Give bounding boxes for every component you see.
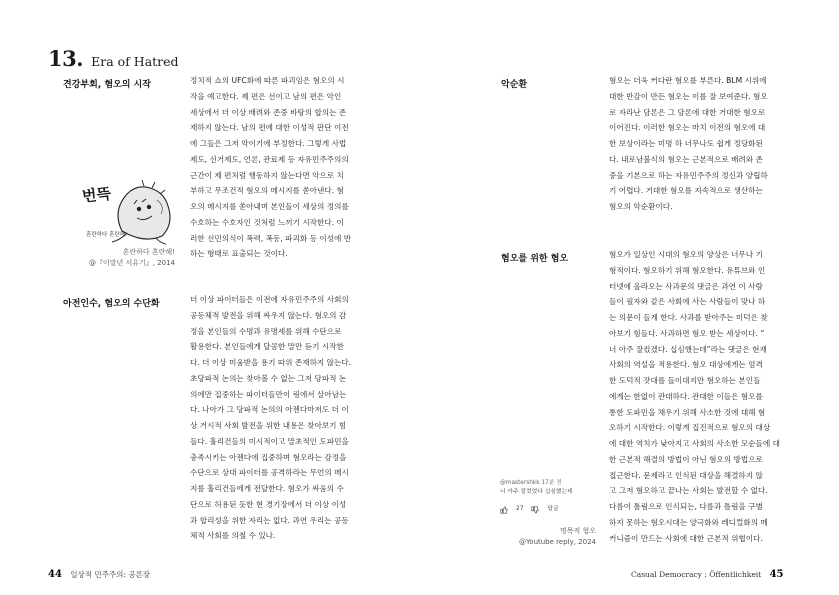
text-line: 작을 예고한다. 제 편은 선이고 남의 편은 악인 xyxy=(190,91,342,101)
text-line: 오의 메시지를 쏟아내며 본인들이 세상의 정의를 xyxy=(190,202,349,211)
text-line: 에 대한 역치가 낮아지고 사회의 사소한 모순들에 대 xyxy=(609,439,780,448)
cartoon-caption-line-1: 혼란하다 혼란해! xyxy=(122,248,175,256)
footer-left xyxy=(48,569,150,580)
text-line: 수호하는 수호자인 것처럼 느끼기 시작한다. 이 xyxy=(190,217,344,227)
section-heading-3: 악순환 xyxy=(501,80,528,90)
text-line: 아보기 힘들다. 사과하면 혐오 받는 세상이다. “ xyxy=(609,328,765,338)
section-body-3 xyxy=(609,73,792,215)
text-line: 들이 필자와 같은 사회에 사는 사람들이 맞나 하 xyxy=(609,297,766,307)
text-line: 단으로 허용된 듯한 현 경기장에서 더 이상 이성 xyxy=(190,499,347,509)
comment-user: @mastershkk 17분 전 xyxy=(500,480,562,486)
text-line: 제도, 선거제도, 언론, 관료제 등 자유민주주의의 xyxy=(190,154,349,164)
thumbs-up-icon xyxy=(500,506,508,514)
text-line: 다. 나아가 그 당파적 논의의 아젠다마저도 더 이 xyxy=(190,405,349,415)
text-line: 한 도덕적 잣대를 들이대지만 혐오하는 본인들 xyxy=(609,376,761,385)
text-line: 고 그저 혐오하고 끝나는 사회는 발전할 수 없다. xyxy=(609,486,768,496)
text-line: 부하고 무조건적 혐오의 메시지를 쏟아낸다. 혐 xyxy=(190,186,344,196)
page-number-right: 45 xyxy=(769,569,784,580)
cartoon-bubble-text: 혼란하다 혼란해! xyxy=(86,232,128,238)
text-line: 혐오는 더욱 커다란 혐오를 부른다. BLM 시위에 xyxy=(609,76,767,85)
text-line: 의에만 집중하는 파이터들만이 링에서 살아남는 xyxy=(190,389,347,399)
text-line: 혐오의 악순환이다. xyxy=(609,202,673,211)
text-line: 근간이 제 편처럼 행동하지 않는다면 악으로 치 xyxy=(190,170,344,180)
text-line: 하는 형태로 표출되는 것이다. xyxy=(190,249,288,259)
thumbs-down-icon xyxy=(531,506,539,514)
section-body-1 xyxy=(190,73,383,262)
text-line: 오하기 시작한다. 이렇게 집진적으로 혐오의 대상 xyxy=(609,423,771,433)
comment-caption xyxy=(500,526,596,548)
text-line: 재하지 않는다. 남의 편에 대한 이성적 판단 이전 xyxy=(190,123,349,133)
footer-right xyxy=(631,569,784,580)
text-line: 대한 반감이 만든 혐오는 이를 잘 보여준다. 혐오 xyxy=(609,91,768,101)
text-line: 활용한다. 본인들에게 달콤한 말만 듣기 시작한 xyxy=(190,342,344,352)
text-line: 더 이상 파이터들은 이전에 자유민주주의 사회의 xyxy=(190,295,349,304)
text-line: 들다. 훌리건들의 미시적이고 말초적인 도파민을 xyxy=(190,436,349,446)
section-body-2 xyxy=(190,292,383,544)
cartoon-illustration xyxy=(82,176,182,246)
text-line: 수단으로 상대 파이터를 공격하라는 무언의 메시 xyxy=(190,468,349,478)
footer-label-right: Casual Democracy : Öffentlichkeit xyxy=(631,570,762,579)
footer-label-left: 일상적 민주주의: 공론장 xyxy=(70,570,151,579)
text-line: 지를 훌리건들에게 전달한다. 혐오가 싸움의 수 xyxy=(190,484,344,493)
text-line: 는 의문이 들게 한다. 사과를 받아주는 미덕은 찾 xyxy=(609,313,768,322)
text-line: 정치적 쇼의 UFC화에 따른 파괴임은 혐오의 시 xyxy=(190,76,345,85)
text-line: 다. 내로남불식의 혐오는 근본적으로 배려와 존 xyxy=(609,154,763,164)
text-line: 혐오가 일상인 시대의 혐오의 양상은 너무나 기 xyxy=(609,250,763,259)
text-line: 중을 기본으로 하는 자유민주주의 정신과 양립하 xyxy=(609,170,768,180)
text-line: 공동체적 발전을 위해 싸우지 않는다. 혐오의 감 xyxy=(190,310,347,320)
text-line: 충족시키는 아젠다에 집중하며 혐오라는 감정을 xyxy=(190,452,347,462)
text-line: 터넷에 올라오는 사과문의 댓글은 과연 이 사람 xyxy=(609,281,763,291)
text-line: 에게는 한없이 관대하다. 관대한 이들은 혐오를 xyxy=(609,391,763,401)
text-line: 초당파적 논의는 찾아볼 수 없는 그저 당파적 논 xyxy=(190,373,347,383)
section-body-4 xyxy=(609,247,792,546)
chapter-number: 13. xyxy=(48,46,84,71)
text-line: 한 근본적 해결의 방법이 아닌 혐오의 방법으로 xyxy=(609,454,763,464)
text-line: 다름이 틀림으로 인식되는, 다름과 틀림을 구별 xyxy=(609,502,763,511)
section-heading-2: 아전인수, 혐오의 수단화 xyxy=(63,299,160,309)
comment-reply: 답글 xyxy=(547,506,559,512)
text-line: 체적 사회를 의철 수 있나. xyxy=(190,531,276,541)
comment-text: 너 아주 잘컸었다 십심했는데 xyxy=(500,489,573,495)
text-line: 로 자라난 담론은 그 담론에 대한 거대한 혐오로 xyxy=(609,107,766,117)
youtube-comment xyxy=(500,479,600,514)
text-line: 하지 못하는 혐오시대는 양극화와 레디컬화의 메 xyxy=(609,517,768,527)
page-number-left: 44 xyxy=(48,569,62,580)
text-line: 세상에서 더 이상 배려와 존중 바탕의 합의는 존 xyxy=(190,107,347,117)
text-line: 형적이다. 혐오하기 위해 혐오한다. 유튜브와 인 xyxy=(609,265,766,275)
text-line: 기 어렵다. 거대한 혐오를 지속적으로 생산하는 xyxy=(609,186,763,196)
text-line: 러한 선민의식이 폭력, 폭동, 파괴화 등 이성에 반 xyxy=(190,233,352,243)
text-line: 이어진다. 이러한 혐오는 마치 이전의 혐오에 대 xyxy=(609,123,766,133)
section-heading-1: 견강부회, 혐오의 시작 xyxy=(63,80,151,90)
cartoon-caption xyxy=(70,247,175,269)
text-line: 정을 본인들의 수명과 유명세를 위해 수단으로 xyxy=(190,326,342,336)
text-line: 사회의 역설을 적용한다. 혐오 대상에게는 엄격 xyxy=(609,360,763,370)
chapter-heading: Era of Hatred xyxy=(91,54,179,69)
text-line: 과 합리성을 위한 자리는 없다. 과연 우리는 공동 xyxy=(190,515,349,525)
cartoon-caption-line-2: @『이말년 서유기』, 2014 xyxy=(88,259,175,267)
chapter-title xyxy=(48,46,179,71)
text-line: 다. 더 이상 미움받을 용기 따위 존재하지 않는다. xyxy=(190,358,352,367)
comment-caption-line-1: 명목적 혐오 xyxy=(559,527,596,535)
text-line: 접근한다. 문제라고 인식된 대상을 해결하지 않 xyxy=(609,470,763,480)
text-line: 커니즘이 만드는 사회에 대한 근본적 위협이다. xyxy=(609,533,763,543)
text-line: 상 거시적 사회 발전을 위한 내용은 찾아보기 힘 xyxy=(190,421,347,430)
text-line: 에 그들은 그저 악이기에 부정한다. 그렇게 사법 xyxy=(190,139,347,148)
text-line: 통한 도파민을 채우기 위해 사소한 것에 대해 혐 xyxy=(609,407,766,417)
comment-caption-line-2: @Youtube reply, 2024 xyxy=(518,538,596,546)
comment-likes: 27 xyxy=(516,506,524,512)
cartoon-shout: 번뜩 xyxy=(81,184,112,206)
text-line: 한 보상이라는 미명 하 너무나도 쉽게 정당화된 xyxy=(609,139,763,148)
text-line: 너 아주 잘컸겠다. 십심했는데”라는 댓글은 현재 xyxy=(609,344,767,354)
section-heading-4: 혐오를 위한 혐오 xyxy=(501,254,569,264)
